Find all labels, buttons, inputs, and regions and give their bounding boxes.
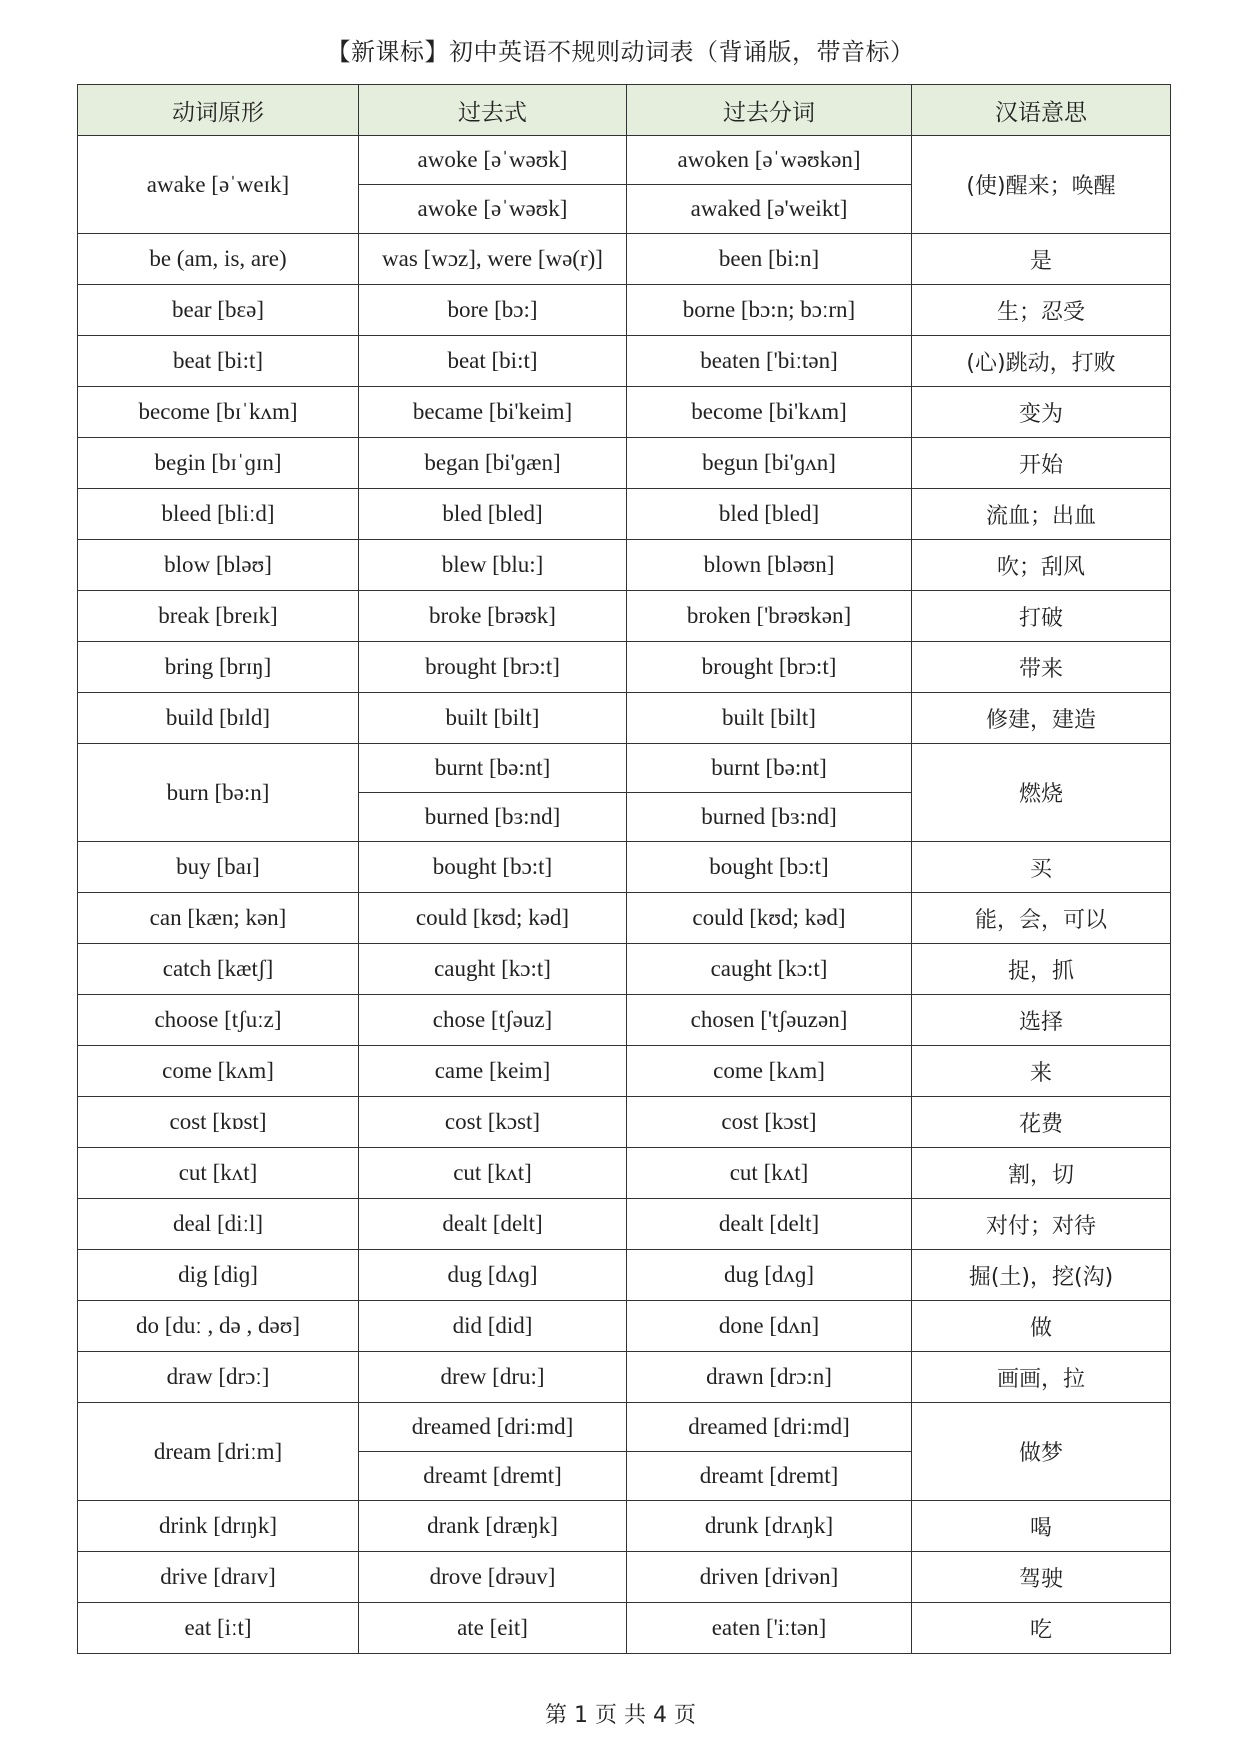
past-tense-cell: came [keim] [359,1046,627,1097]
past-tense-cell: bought [bɔ:t] [359,842,627,893]
table-row [78,1403,1171,1452]
meaning-cell: 花费 [912,1097,1171,1148]
past-participle-cell: cut [kʌt] [627,1148,912,1199]
table-body [78,136,1171,1654]
past-tense-cell: bled [bled] [359,489,627,540]
past-participle-cell: become [bi'kʌm] [627,387,912,438]
past-participle-cell: come [kʌm] [627,1046,912,1097]
past-participle-cell: could [kʊd; kəd] [627,893,912,944]
base-form-cell: bring [brɪŋ] [78,642,359,693]
past-tense-cell: brought [brɔ:t] [359,642,627,693]
table-row [78,893,1171,944]
past-participle-cell: begun [bi'ɡʌn] [627,438,912,489]
table-row [78,387,1171,438]
past-participle-cell: broken ['brəʊkən] [627,591,912,642]
past-participle-cell: blown [bləʊn] [627,540,912,591]
base-form-cell: can [kæn; kən] [78,893,359,944]
past-tense-cell: burnt [bə:nt] [359,744,627,793]
past-tense-cell: began [bi'ɡæn] [359,438,627,489]
base-form-cell: dream [driːm] [78,1403,359,1501]
base-form-cell: do [duː , də , dəʊ] [78,1301,359,1352]
meaning-cell: 吃 [912,1603,1171,1654]
past-participle-cell: dug [dʌɡ] [627,1250,912,1301]
past-participle-cell: cost [kɔst] [627,1097,912,1148]
table-row [78,336,1171,387]
table-row [78,540,1171,591]
meaning-cell: 流血；出血 [912,489,1171,540]
past-participle-cell: bled [bled] [627,489,912,540]
base-form-cell: buy [baɪ] [78,842,359,893]
past-tense-cell: dealt [delt] [359,1199,627,1250]
past-participle-cell: burned [bɜ:nd] [627,793,912,842]
meaning-cell: 能，会，可以 [912,893,1171,944]
meaning-cell: 选择 [912,995,1171,1046]
meaning-cell: 捉，抓 [912,944,1171,995]
header-chinese-meaning: 汉语意思 [912,85,1171,136]
base-form-cell: be (am, is, are) [78,234,359,285]
table-header-row [78,85,1171,136]
meaning-cell: 生；忍受 [912,285,1171,336]
table-row [78,1148,1171,1199]
base-form-cell: draw [drɔː] [78,1352,359,1403]
meaning-cell: 燃烧 [912,744,1171,842]
past-tense-cell: drank [dræŋk] [359,1501,627,1552]
past-tense-cell: drove [drəuv] [359,1552,627,1603]
meaning-cell: 开始 [912,438,1171,489]
meaning-cell: 对付；对待 [912,1199,1171,1250]
meaning-cell: 喝 [912,1501,1171,1552]
meaning-cell: 掘(土)，挖(沟) [912,1250,1171,1301]
meaning-cell: 打破 [912,591,1171,642]
table-row [78,642,1171,693]
table-row [78,744,1171,793]
page-footer: 第 1 页 共 4 页 [545,1703,696,1728]
past-participle-cell: chosen ['tʃəuzən] [627,995,912,1046]
past-participle-cell: drawn [drɔ:n] [627,1352,912,1403]
past-tense-cell: became [bi'keim] [359,387,627,438]
base-form-cell: drink [drɪŋk] [78,1501,359,1552]
meaning-cell: 吹；刮风 [912,540,1171,591]
table-row [78,136,1171,185]
table-row [78,234,1171,285]
past-participle-cell: burnt [bə:nt] [627,744,912,793]
base-form-cell: break [breɪk] [78,591,359,642]
table-row [78,1301,1171,1352]
past-participle-cell: built [bilt] [627,693,912,744]
base-form-cell: deal [diːl] [78,1199,359,1250]
past-tense-cell: did [did] [359,1301,627,1352]
meaning-cell: 做 [912,1301,1171,1352]
past-tense-cell: bore [bɔ:] [359,285,627,336]
base-form-cell: catch [kætʃ] [78,944,359,995]
base-form-cell: cost [kɒst] [78,1097,359,1148]
past-participle-cell: awoken [əˈwəʊkən] [627,136,912,185]
table-row [78,1046,1171,1097]
table-row [78,995,1171,1046]
table-row [78,489,1171,540]
base-form-cell: build [bɪld] [78,693,359,744]
meaning-cell: 割，切 [912,1148,1171,1199]
base-form-cell: bleed [bliːd] [78,489,359,540]
base-form-cell: eat [iːt] [78,1603,359,1654]
past-tense-cell: could [kʊd; kəd] [359,893,627,944]
header-base-form: 动词原形 [78,85,359,136]
table-row [78,1603,1171,1654]
past-participle-cell: eaten ['iːtən] [627,1603,912,1654]
meaning-cell: 驾驶 [912,1552,1171,1603]
table-row [78,438,1171,489]
past-tense-cell: was [wɔz], were [wə(r)] [359,234,627,285]
base-form-cell: bear [bɛə] [78,285,359,336]
past-tense-cell: dreamt [dremt] [359,1452,627,1501]
past-tense-cell: ate [eit] [359,1603,627,1654]
past-tense-cell: chose [tʃəuz] [359,995,627,1046]
past-tense-cell: awoke [əˈwəʊk] [359,136,627,185]
past-tense-cell: drew [dru:] [359,1352,627,1403]
past-tense-cell: burned [bɜ:nd] [359,793,627,842]
past-tense-cell: awoke [əˈwəʊk] [359,185,627,234]
table-row [78,285,1171,336]
table-row [78,591,1171,642]
base-form-cell: blow [bləʊ] [78,540,359,591]
past-tense-cell: blew [blu:] [359,540,627,591]
past-participle-cell: driven [drivən] [627,1552,912,1603]
meaning-cell: 画画，拉 [912,1352,1171,1403]
past-tense-cell: cut [kʌt] [359,1148,627,1199]
table-row [78,1199,1171,1250]
table-row [78,1501,1171,1552]
past-participle-cell: caught [kɔ:t] [627,944,912,995]
past-participle-cell: been [bi:n] [627,234,912,285]
irregular-verb-table [77,84,1171,1654]
base-form-cell: beat [bi:t] [78,336,359,387]
table-row [78,1250,1171,1301]
meaning-cell: 带来 [912,642,1171,693]
past-tense-cell: dreamed [dri:md] [359,1403,627,1452]
past-tense-cell: cost [kɔst] [359,1097,627,1148]
past-tense-cell: broke [brəʊk] [359,591,627,642]
past-participle-cell: dreamt [dremt] [627,1452,912,1501]
meaning-cell: 做梦 [912,1403,1171,1501]
meaning-cell: (使)醒来；唤醒 [912,136,1171,234]
past-participle-cell: drunk [drʌŋk] [627,1501,912,1552]
base-form-cell: choose [tʃuːz] [78,995,359,1046]
table-row [78,693,1171,744]
base-form-cell: begin [bɪˈɡɪn] [78,438,359,489]
table-row [78,1097,1171,1148]
meaning-cell: 修建，建造 [912,693,1171,744]
past-participle-cell: dealt [delt] [627,1199,912,1250]
meaning-cell: 是 [912,234,1171,285]
past-tense-cell: beat [bi:t] [359,336,627,387]
table-row [78,1352,1171,1403]
page-title: 【新课标】初中英语不规则动词表（背诵版，带音标） [326,38,915,66]
past-participle-cell: brought [brɔ:t] [627,642,912,693]
base-form-cell: become [bɪˈkʌm] [78,387,359,438]
base-form-cell: come [kʌm] [78,1046,359,1097]
base-form-cell: awake [əˈweɪk] [78,136,359,234]
past-participle-cell: done [dʌn] [627,1301,912,1352]
header-past-tense: 过去式 [359,85,627,136]
meaning-cell: 来 [912,1046,1171,1097]
base-form-cell: cut [kʌt] [78,1148,359,1199]
meaning-cell: 买 [912,842,1171,893]
meaning-cell: 变为 [912,387,1171,438]
past-participle-cell: beaten ['biːtən] [627,336,912,387]
base-form-cell: drive [draɪv] [78,1552,359,1603]
table-row [78,842,1171,893]
table-row [78,1552,1171,1603]
past-participle-cell: dreamed [dri:md] [627,1403,912,1452]
table-row [78,944,1171,995]
past-tense-cell: built [bilt] [359,693,627,744]
header-past-participle: 过去分词 [627,85,912,136]
past-tense-cell: caught [kɔ:t] [359,944,627,995]
past-tense-cell: dug [dʌɡ] [359,1250,627,1301]
past-participle-cell: borne [bɔ:n; bɔːrn] [627,285,912,336]
meaning-cell: (心)跳动，打败 [912,336,1171,387]
past-participle-cell: bought [bɔ:t] [627,842,912,893]
base-form-cell: dig [diɡ] [78,1250,359,1301]
past-participle-cell: awaked [ə'weikt] [627,185,912,234]
base-form-cell: burn [bə:n] [78,744,359,842]
